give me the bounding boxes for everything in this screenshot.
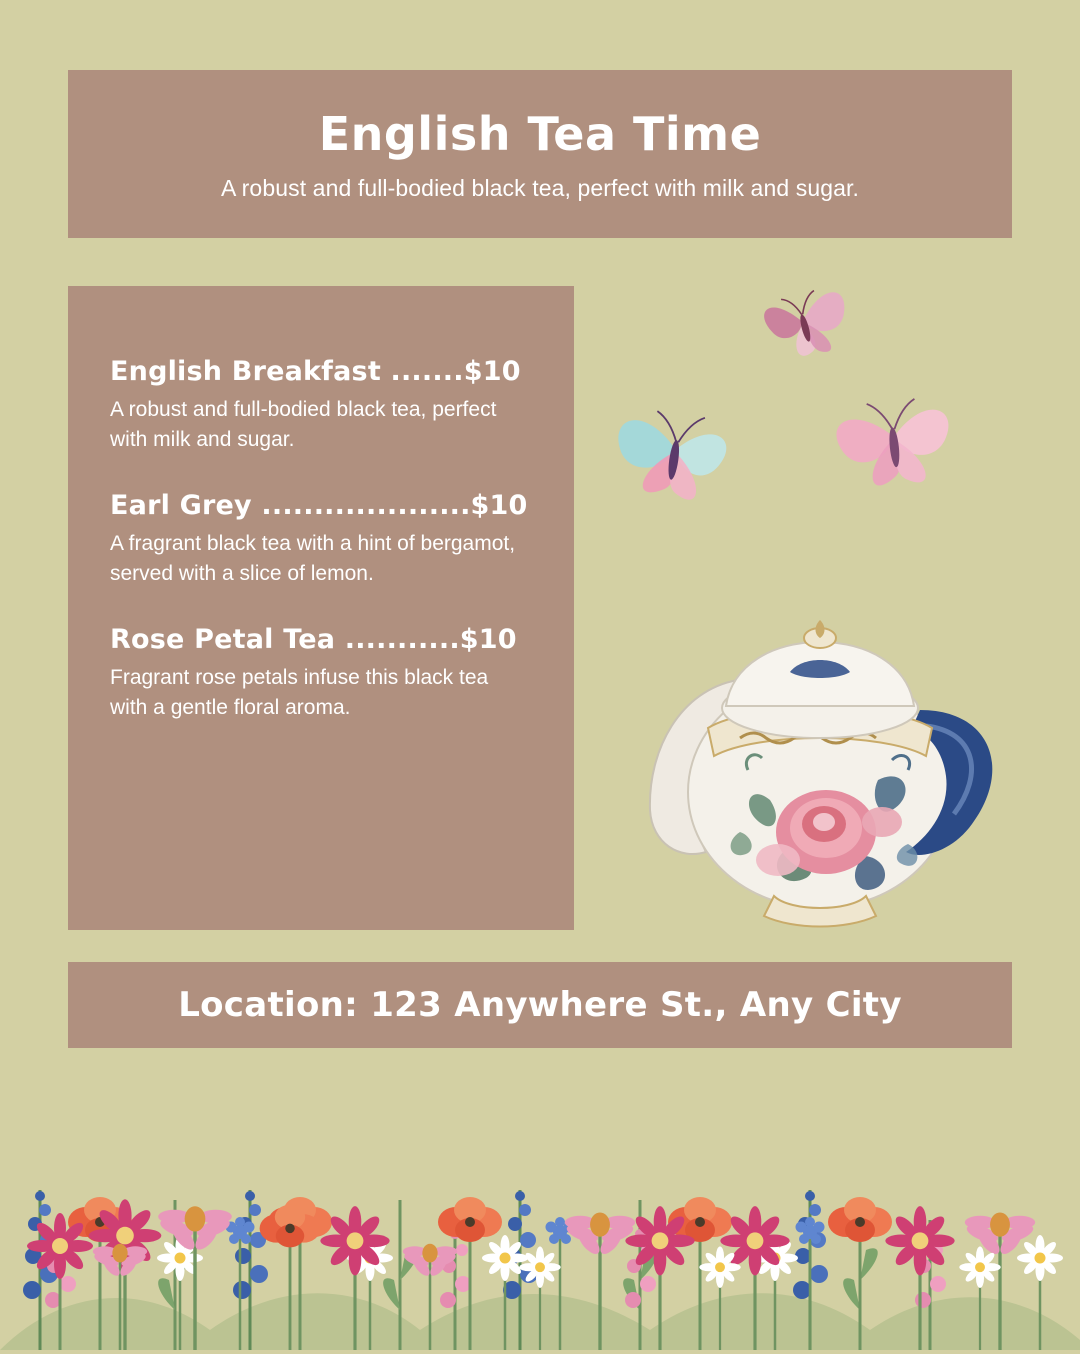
location-band xyxy=(68,962,1012,1048)
menu-panel xyxy=(68,286,574,930)
menu-item xyxy=(110,356,534,456)
page-subtitle: A robust and full-bodied black tea, perfect with milk and sugar. xyxy=(221,174,859,201)
teapot-icon xyxy=(620,560,1020,950)
menu-item-title: Rose Petal Tea ...........$10 xyxy=(110,623,517,655)
menu-item-title: Earl Grey ....................$10 xyxy=(110,489,528,521)
menu-item-description: A fragrant black tea with a hint of bergamot, served with a slice of lemon. xyxy=(110,531,516,586)
location-text: Location: 123 Anywhere St., Any City xyxy=(178,985,902,1025)
menu-item xyxy=(110,624,534,724)
header-band xyxy=(68,70,1012,238)
flower-border-icon xyxy=(0,1030,1080,1350)
menu-item xyxy=(110,490,534,590)
page-title: English Tea Time xyxy=(318,106,762,161)
menu-item-description: Fragrant rose petals infuse this black tea with a gentle floral aroma. xyxy=(110,665,489,720)
butterflies-icon xyxy=(612,280,1032,550)
menu-item-title: English Breakfast .......$10 xyxy=(110,356,521,387)
menu-item-description: A robust and full-bodied black tea, perfect with milk and sugar. xyxy=(110,398,497,452)
